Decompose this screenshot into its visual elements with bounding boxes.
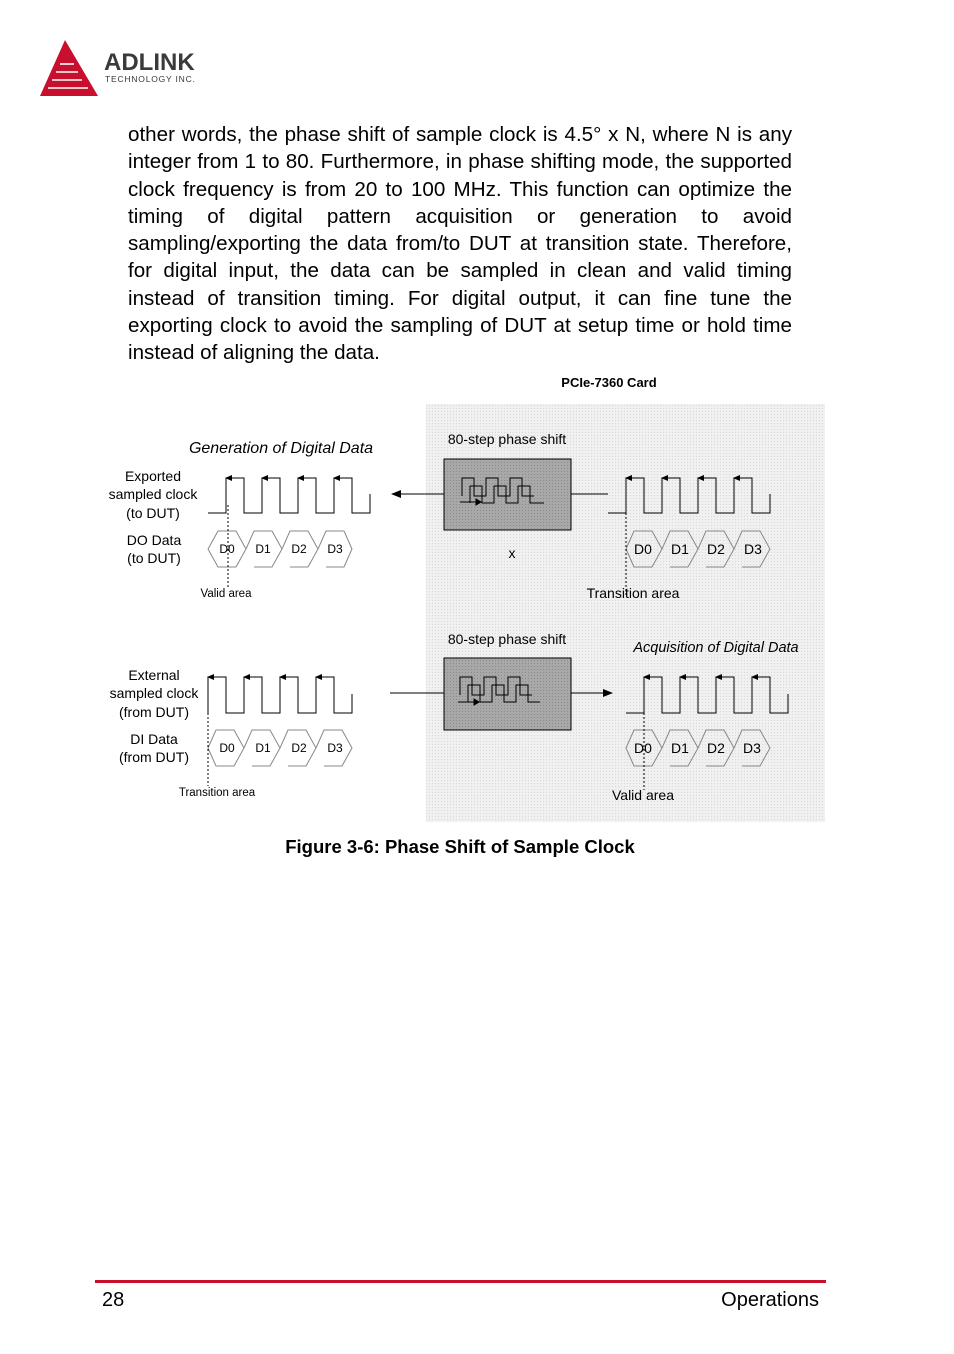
exported-clock-label-1: Exported — [124, 468, 182, 484]
phase-shift-label-top: 80-step phase shift — [447, 431, 567, 447]
valid-area-top-left: Valid area — [200, 588, 252, 600]
brand-subtitle: TECHNOLOGY INC. — [105, 74, 196, 84]
do-cell-d1: D1 — [255, 542, 271, 556]
valid-area-bottom-right: Valid area — [611, 787, 675, 803]
external-clock-label-2: sampled clock — [109, 685, 199, 701]
phase-shift-box-top — [444, 459, 571, 530]
top-right-cell-d3: D3 — [744, 541, 762, 557]
do-cell-d0: D0 — [219, 542, 235, 556]
external-clock-label-1: External — [128, 667, 180, 683]
bottom-right-cell-d2: D2 — [707, 740, 725, 756]
acquisition-title: Acquisition of Digital Data — [633, 640, 799, 656]
footer-divider — [95, 1280, 826, 1283]
figure-caption: Figure 3-6: Phase Shift of Sample Clock — [285, 836, 635, 857]
do-cell-d3: D3 — [327, 542, 343, 556]
top-right-cell-d0: D0 — [634, 541, 652, 557]
di-cell-d0: D0 — [219, 741, 235, 755]
external-clock-label-3: (from DUT) — [119, 704, 189, 720]
di-data-label-2: (from DUT) — [119, 749, 189, 765]
do-data-label-1: DO Data — [126, 532, 182, 548]
section-name: Operations — [721, 1289, 819, 1311]
exported-clock-label-3: (to DUT) — [126, 505, 180, 521]
generation-title: Generation of Digital Data — [188, 440, 374, 457]
bottom-right-cell-d0: D0 — [634, 740, 652, 756]
exported-clock-wave — [208, 478, 370, 513]
bottom-right-cell-d1: D1 — [671, 740, 689, 756]
top-right-cell-d2: D2 — [707, 541, 725, 557]
bottom-right-cell-d3: D3 — [743, 740, 761, 756]
body-paragraph: other words, the phase shift of sample clock is 4.5° x N, where N is any integer from 1 to 80. Furthermore, in phase shifting mode, the supported clock frequency is from 20 to 100 MHz. This function can optimize the timing of digital pattern acquisition or generation to avoid sampling/exporting the data from/to DUT at transition state. Therefore, for digital input, the data can be sampled in clean and valid timing instead of transition timing. For digital output, it can fine tune the exporting clock to avoid the sampling of DUT at setup time or hold time instead of aligning the data. — [128, 123, 792, 365]
x-mark: x — [508, 545, 516, 561]
transition-area-top-right: Transition area — [586, 585, 680, 601]
transition-area-bottom-left: Transition area — [178, 787, 256, 799]
do-data-label-2: (to DUT) — [127, 550, 181, 566]
di-data-label-1: DI Data — [130, 731, 178, 747]
di-cell-d2: D2 — [291, 741, 307, 755]
do-cell-d2: D2 — [291, 542, 307, 556]
di-cell-d3: D3 — [327, 741, 343, 755]
top-right-cell-d1: D1 — [671, 541, 689, 557]
exported-clock-label-2: sampled clock — [108, 486, 198, 502]
page-number: 28 — [102, 1289, 125, 1311]
di-cell-d1: D1 — [255, 741, 271, 755]
adlink-logo — [38, 38, 238, 100]
brand-name: ADLINK — [104, 49, 195, 76]
timing-figure — [0, 360, 954, 840]
card-label: PCIe-7360 Card — [561, 375, 657, 390]
phase-shift-label-bottom: 80-step phase shift — [447, 631, 567, 647]
